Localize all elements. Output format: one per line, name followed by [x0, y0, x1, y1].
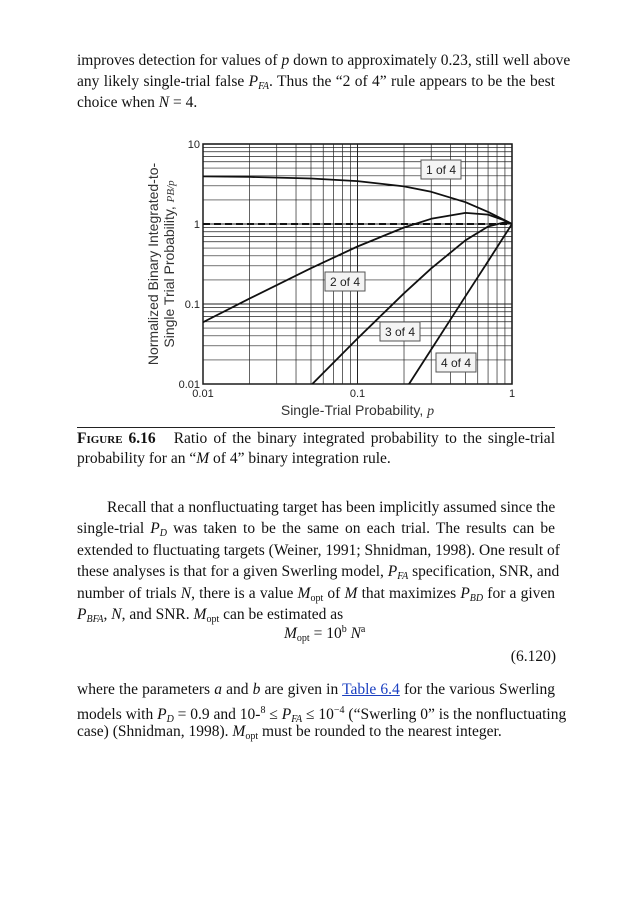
text-segment: Figure 6.16 [77, 430, 156, 447]
text-segment: = 4. [169, 94, 198, 111]
text-segment: down to approximately 0.23, still well above [289, 52, 571, 69]
text-segment: Recall that a nonfluctuating target has been implicitly assumed since the [107, 499, 556, 516]
text-segment: D [166, 714, 174, 725]
text-segment: where the parameters [77, 681, 215, 698]
x-axis-title-text: Single-Trial Probability, [280, 402, 428, 418]
y-axis-title-line1: Normalized Binary Integrated-to- [145, 162, 161, 366]
y-tick-label: 10 [187, 139, 200, 151]
text-segment: that maximizes [357, 584, 461, 602]
series-label: 1 of 4 [425, 163, 457, 177]
y-axis-title-line2 [161, 180, 177, 348]
text-segment: for a given [483, 584, 556, 602]
series-label: 4 of 4 [440, 356, 472, 370]
text-segment: M [232, 723, 246, 740]
text-segment: these analyses is that for a given Swerling model, [77, 563, 388, 581]
text-segment: number of trials [77, 584, 181, 602]
text-segment: FA [397, 571, 409, 583]
text-segment: M [284, 625, 297, 642]
text-segment: opt [296, 633, 310, 644]
text-segment: any likely single-trial false [77, 73, 249, 90]
text-segment: , [103, 606, 112, 623]
paragraph-3-line [77, 681, 555, 699]
text-segment: ≤ [265, 706, 282, 723]
equation-number: (6.120) [510, 648, 556, 665]
text-segment: must be rounded to the nearest integer. [258, 723, 502, 740]
text-segment: P [150, 520, 160, 538]
text-segment: can be estimated as [219, 606, 344, 623]
text-segment: extended to fluctuating targets (Weiner, 1991; Shnidman, 1998). One result of [77, 541, 560, 559]
text-segment: are given in [260, 681, 343, 698]
figure-caption-line [77, 430, 555, 448]
text-segment: = 10 [309, 625, 342, 642]
text-segment: . Thus the “2 of 4” rule appears to be the best [269, 73, 555, 90]
paragraph-3-line [77, 723, 555, 746]
text-segment: a [360, 624, 366, 635]
y-axis-title-var: PB/p [165, 180, 177, 203]
text-segment: a [214, 681, 222, 698]
y-tick-label: 0.1 [184, 299, 200, 311]
text-segment: improves detection for values of [77, 52, 282, 69]
text-segment: case) (Shnidman, 1998). [77, 723, 233, 740]
text-segment: P [387, 563, 398, 581]
paragraph-2-line [107, 499, 555, 517]
text-segment: of 4” binary integration rule. [209, 450, 391, 467]
text-segment: D [159, 528, 167, 540]
x-axis-title-var: p [427, 404, 435, 419]
text-segment: M [196, 450, 210, 467]
text-segment: 8 [260, 705, 266, 716]
text-segment: , and SNR. [121, 606, 194, 623]
text-segment: was taken to be the same on each trial. The results can be [166, 520, 555, 538]
y-tick-label: 1 [193, 219, 200, 231]
text-segment: M [193, 606, 207, 623]
text-segment: choice when [77, 94, 159, 111]
x-tick-label: 0.1 [349, 388, 366, 400]
text-segment: single-trial [77, 520, 151, 538]
text-segment: P [460, 584, 470, 602]
x-axis-title [281, 402, 434, 419]
text-segment: for the various Swerling [399, 681, 555, 698]
text-segment: P [77, 606, 87, 623]
figure-6-16-chart [0, 0, 636, 430]
paragraph-2-line [77, 541, 560, 560]
text-segment: M [297, 584, 311, 602]
text-segment: M [344, 584, 358, 602]
text-segment: of [323, 584, 345, 602]
text-segment: p [281, 52, 290, 69]
text-segment: models with [77, 706, 158, 723]
x-tick-label: 0.01 [192, 388, 214, 400]
paragraph-2-line [77, 520, 555, 543]
text-segment: N [180, 584, 192, 602]
equation-mopt [284, 624, 365, 644]
series-label: 2 of 4 [329, 275, 361, 289]
text-segment: N [346, 625, 361, 642]
text-segment: , there is a value [191, 584, 298, 602]
text-segment: FA [258, 81, 270, 92]
text-segment: (“Swerling 0” is the nonfluctuating [344, 706, 567, 723]
text-segment: opt [206, 614, 220, 625]
text-segment: N [111, 606, 122, 623]
text-segment: P [248, 73, 259, 90]
series-label: 3 of 4 [384, 325, 416, 339]
y-axis-title-text: Single Trial Probability, [161, 202, 177, 348]
text-segment: specification, SNR, and [408, 563, 560, 581]
y-axis-title [145, 163, 177, 366]
text-segment: ≤ 10 [302, 706, 334, 723]
text-segment: and [221, 681, 253, 698]
text-segment: P [157, 706, 167, 723]
table-6-4-link[interactable]: Table 6.4 [342, 681, 400, 698]
text-segment: probability for an “ [77, 450, 197, 467]
text-segment: FA [291, 714, 303, 725]
y-tick-label: 0.01 [178, 379, 200, 391]
text-segment: opt [310, 592, 324, 604]
text-segment: = 0.9 and 10- [173, 706, 261, 723]
text-segment: b [252, 681, 261, 698]
figure-caption-line [77, 450, 555, 468]
caption-rule [77, 427, 555, 428]
paragraph-2-line [77, 563, 560, 586]
text-segment: N [158, 94, 170, 111]
text-segment: P [281, 706, 292, 723]
text-segment: Ratio of the binary integrated probability to the single-trial [155, 430, 555, 447]
text-segment: −4 [333, 705, 345, 716]
x-tick-label: 1 [508, 388, 516, 400]
text-segment: BD [469, 592, 484, 604]
text-segment: BFA [86, 614, 104, 625]
text-segment: b [341, 624, 347, 635]
text-segment: opt [245, 731, 259, 742]
paragraph-2-line [77, 585, 555, 608]
